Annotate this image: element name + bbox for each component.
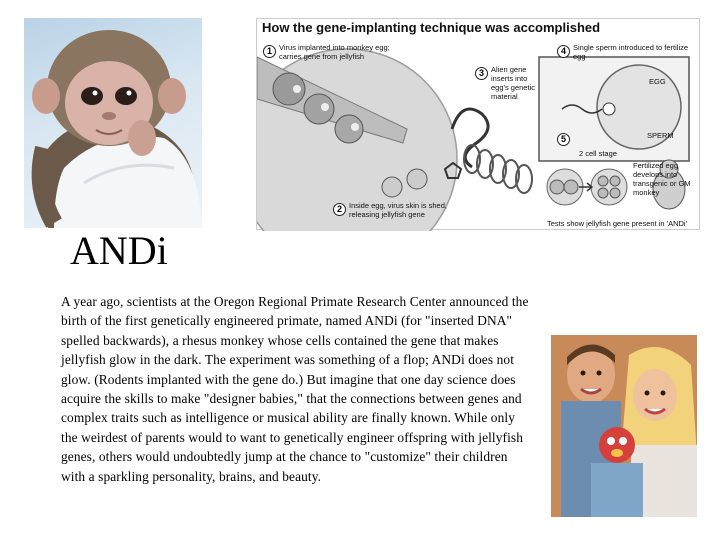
egg-label: EGG <box>649 77 666 86</box>
diagram-footer: Tests show jellyfish gene present in 'ANDi' <box>547 219 688 228</box>
step-4-label: Single sperm introduced to fertilize egg <box>573 43 689 61</box>
family-illustration <box>551 335 697 517</box>
step-5-label: Fertilized egg develops into transgenic or GM monkey <box>633 161 691 197</box>
monkey-photo <box>24 18 202 228</box>
step-2-label: Inside egg, virus skin is shed, releasing jellyfish gene <box>349 201 447 219</box>
body-paragraph: A year ago, scientists at the Oregon Regional Primate Research Center announced the birth of the first genetically engineered primate, named ANDi (for "inserted DNA" spelled backwards), a rhesus monkey whose cells contained the gene that makes jellyfish glow in the dark. The experiment was something of a flop; ANDi does not glow. (Rodents implanted with the gene do.) But imagine that one day science does acquire the skills to make "designer babies," that the connections between genes and complex traits such as intelligence or musical ability are finally known. While only the weirdest of parents would to want to genetically engineer offspring with jellyfish genes, others would undoubtedly jump at the chance to "customize" their children with a sparkling personality, brains, and beauty. <box>61 294 529 484</box>
monkey-illustration <box>24 18 202 228</box>
step-1-label: Virus implanted into monkey egg; carries gene from jellyfish <box>279 43 390 61</box>
sperm-label: SPERM <box>647 131 674 140</box>
step-1-badge: 1 <box>263 45 276 58</box>
step-2-badge: 2 <box>333 203 346 216</box>
diagram-title: How the gene-implanting technique was accomplished <box>262 20 601 35</box>
two-cell-stage-label: 2 cell stage <box>579 149 617 158</box>
step-5-badge: 5 <box>557 133 570 146</box>
gene-implant-diagram <box>256 18 700 230</box>
step-3-badge: 3 <box>475 67 488 80</box>
family-photo <box>551 335 697 517</box>
page-title: ANDi <box>70 228 168 273</box>
step-4-badge: 4 <box>557 45 570 58</box>
step-3-label: Alien gene inserts into egg's genetic material <box>491 65 535 101</box>
